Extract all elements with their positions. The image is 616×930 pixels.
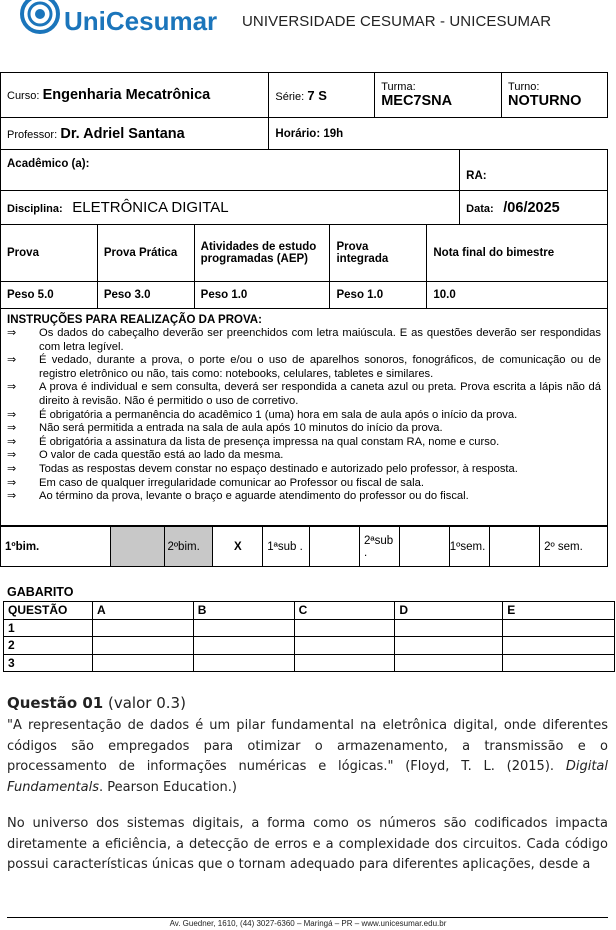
- academico-cell[interactable]: Acadêmico (a):: [1, 150, 460, 191]
- question-title: Questão 01: [7, 694, 104, 712]
- bim-first-box[interactable]: [110, 527, 165, 567]
- gabarito-col-b: B: [193, 602, 294, 620]
- arrow-icon: ⇒: [7, 408, 17, 421]
- answer-cell[interactable]: [395, 619, 503, 637]
- arrow-icon: ⇒: [7, 435, 17, 448]
- gabarito-row-number: 1: [4, 619, 93, 637]
- instruction-item: ⇒ Todas as respostas devem constar no espaço destinado e autorizado pelo professor, à resposta.: [7, 462, 518, 475]
- sem1-label: 1ºsem.: [449, 527, 490, 567]
- gabarito-title: GABARITO: [7, 585, 74, 599]
- answer-cell[interactable]: [395, 654, 503, 672]
- answer-cell[interactable]: [503, 637, 615, 655]
- horario-cell: Horário: 19h: [269, 118, 608, 150]
- serie-cell: Série: 7 S: [269, 73, 375, 118]
- gabarito-col-d: D: [395, 602, 503, 620]
- weight-aep: Peso 1.0: [194, 282, 330, 309]
- turma-cell: Turma: MEC7SNA: [375, 73, 502, 118]
- university-name: UNIVERSIDADE CESUMAR - UNICESUMAR: [242, 13, 552, 30]
- answer-cell[interactable]: [294, 654, 395, 672]
- answer-cell[interactable]: [193, 619, 294, 637]
- arrow-icon: ⇒: [7, 422, 17, 435]
- grade-header-pratica: Prova Prática: [97, 225, 194, 282]
- bimestre-table: [0, 526, 608, 567]
- instruction-item: ⇒ O valor de cada questão está ao lado da mesma.: [7, 449, 284, 462]
- gabarito-row: [4, 619, 615, 637]
- professor-cell: Professor: Dr. Adriel Santana: [1, 118, 269, 150]
- instruction-item: ⇒ É vedado, durante a prova, o porte e/ou o uso de aparelhos sonoros, fonográficos, de comunicação ou de registro eletrônico ou não, tais como: notebooks, celulares, tabletes e similares.: [7, 354, 601, 380]
- disciplina-cell: Disciplina: ELETRÔNICA DIGITAL: [1, 191, 460, 225]
- instructions-box: [0, 308, 608, 526]
- arrow-icon: ⇒: [7, 490, 17, 503]
- answer-cell[interactable]: [193, 637, 294, 655]
- grades-table: [0, 224, 608, 309]
- turno-cell: Turno: NOTURNO: [502, 73, 608, 118]
- weight-pratica: Peso 3.0: [97, 282, 194, 309]
- gabarito-col-a: A: [92, 602, 193, 620]
- unicesumar-logo: [20, 0, 230, 40]
- question-value: (valor 0.3): [108, 694, 186, 712]
- ra-cell[interactable]: RA:: [460, 150, 608, 191]
- svg-text:UniCesumar: UniCesumar: [64, 6, 218, 36]
- weight-integrada: Peso 1.0: [330, 282, 427, 309]
- gabarito-row: [4, 654, 615, 672]
- weight-final: 10.0: [427, 282, 608, 309]
- bim-first-label: 1ºbim.: [1, 527, 111, 567]
- sem2-label: 2º sem.: [540, 527, 608, 567]
- bim-second-box[interactable]: X: [213, 527, 263, 567]
- answer-cell[interactable]: [92, 654, 193, 672]
- gabarito-row-number: 3: [4, 654, 93, 672]
- sub2-box[interactable]: [399, 527, 449, 567]
- grade-header-aep: Atividades de estudo programadas (AEP): [194, 225, 330, 282]
- instruction-item: ⇒ É obrigatória a permanência do acadêmico 1 (uma) hora em sala de aula após o início da prova.: [7, 408, 518, 421]
- student-table: [0, 149, 608, 225]
- bim-second-label: 2ºbim.: [165, 527, 213, 567]
- answer-cell[interactable]: [503, 654, 615, 672]
- footer-address: Av. Guedner, 1610, (44) 3027-6360 – Maringá – PR – www.unicesumar.edu.br: [169, 919, 447, 928]
- weight-prova: Peso 5.0: [1, 282, 98, 309]
- question-block: [7, 694, 608, 892]
- grade-header-final: Nota final do bimestre: [427, 225, 608, 282]
- data-cell[interactable]: Data: /06/2025: [460, 191, 608, 225]
- instruction-item: ⇒ Ao término da prova, levante o braço e aguarde atendimento do professor ou do fiscal.: [7, 490, 469, 503]
- instruction-item: ⇒ Não será permitida a entrada na sala de aula após 10 minutos do início da prova.: [7, 422, 443, 435]
- instruction-item: ⇒ É obrigatória a assinatura da lista de presença impressa na qual constam RA, nome e curso.: [7, 435, 500, 448]
- instruction-item: ⇒ Os dados do cabeçalho deverão ser preenchidos com letra maiúscula. E as questões deverão ser respondidas com letra legível.: [7, 327, 601, 353]
- gabarito-row-number: 2: [4, 637, 93, 655]
- question-quote: "A representação de dados é um pilar fundamental na eletrônica digital, onde diferentes códigos são empregados para otimizar o armazenamento, a transmissão e o processamento de informações numéricas e lógicas." (Floyd, T. L. (2015). Digital Fundamentals. Pearson Education.): [7, 718, 608, 795]
- arrow-icon: ⇒: [7, 462, 17, 475]
- instruction-item: ⇒ A prova é individual e sem consulta, deverá ser respondida a caneta azul ou preta. Prova escrita a lápis não dá direito à revisão. Não é permitido o uso de corretivo.: [7, 381, 601, 407]
- answer-cell[interactable]: [395, 637, 503, 655]
- gabarito-table: [3, 601, 615, 672]
- arrow-icon: ⇒: [7, 449, 17, 462]
- gabarito-col-e: E: [503, 602, 615, 620]
- gabarito-col-c: C: [294, 602, 395, 620]
- arrow-icon: ⇒: [7, 476, 17, 489]
- book-title: Digital Fundamentals: [7, 759, 608, 795]
- grade-header-prova: Prova: [1, 225, 98, 282]
- arrow-icon: ⇒: [7, 354, 17, 367]
- instructions-list: [7, 327, 601, 504]
- instructions-title: INSTRUÇÕES PARA REALIZAÇÃO DA PROVA:: [7, 314, 262, 326]
- answer-cell[interactable]: [193, 654, 294, 672]
- answer-cell[interactable]: [92, 637, 193, 655]
- page-header: [0, 0, 616, 44]
- sub2-label: 2ªsub .: [359, 527, 399, 567]
- sem1-box[interactable]: [490, 527, 540, 567]
- arrow-icon: ⇒: [7, 327, 17, 339]
- exam-header-table: [0, 72, 608, 150]
- answer-cell[interactable]: [92, 619, 193, 637]
- grade-header-integrada: Prova integrada: [330, 225, 427, 282]
- answer-cell[interactable]: [503, 619, 615, 637]
- footer-divider: [7, 917, 608, 918]
- answer-cell[interactable]: [294, 619, 395, 637]
- answer-cell[interactable]: [294, 637, 395, 655]
- question-heading: [7, 694, 608, 712]
- arrow-icon: ⇒: [7, 381, 17, 394]
- sub1-box[interactable]: [310, 527, 360, 567]
- sub1-label: 1ªsub .: [263, 527, 310, 567]
- question-paragraph: No universo dos sistemas digitais, a forma como os números são codificados impacta diretamente a eficiência, a detecção de erros e a complexidade dos circuitos. Cada código possui características únicas que o tornam adequado para diferentes aplicações, desde a: [7, 816, 608, 872]
- instruction-item: ⇒ Em caso de qualquer irregularidade comunicar ao Professor ou fiscal de sala.: [7, 476, 424, 489]
- curso-cell: Curso: Engenharia Mecatrônica: [1, 73, 269, 118]
- gabarito-col-questao: QUESTÃO: [4, 602, 93, 620]
- gabarito-row: [4, 637, 615, 655]
